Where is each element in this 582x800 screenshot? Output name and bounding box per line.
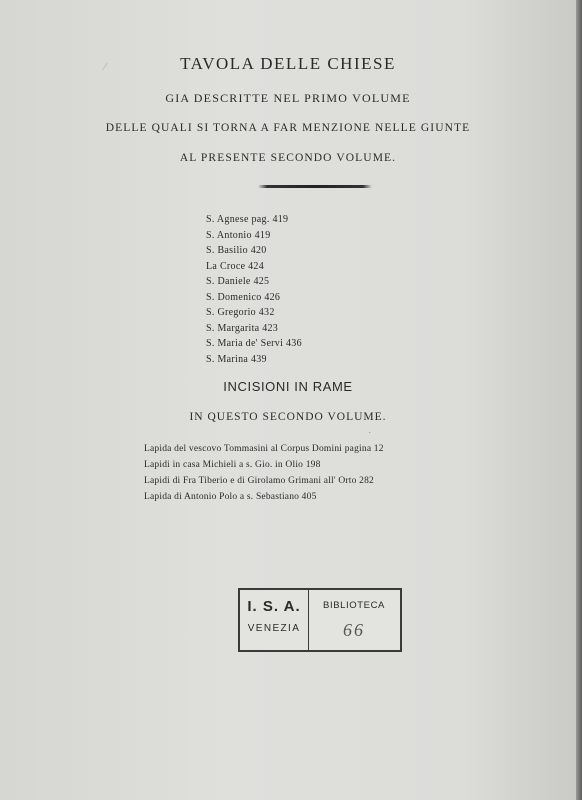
list-item: S. Antonio 419 [206,229,271,241]
list-item: S. Daniele 425 [206,276,270,287]
stamp-number: 66 [343,620,365,640]
list-item: S. Basilio 420 [206,245,267,256]
list-item: S. Agnese pag. 419 [206,214,289,225]
pencil-mark: ⁄ [104,62,106,73]
list-item: Lapidi di Fra Tiberio e di Girolamo Grimani all' Orto 282 [144,476,375,486]
list-item: S. Margarita 423 [206,322,279,334]
stamp-left-panel [240,590,309,650]
engravings-title: INCISIONI IN RAME [223,379,353,394]
list-item: S. Domenico 426 [206,291,281,303]
page-edge-shadow [576,0,582,800]
list-item: Lapidi in casa Michieli a s. Gio. in Olio 198 [144,460,321,470]
list-item: S. Gregorio 432 [206,307,275,318]
decorative-rule [258,185,372,188]
stamp-biblioteca: BIBLIOTECA [323,600,385,611]
page-title: TAVOLA DELLE CHIESE [180,54,396,73]
list-item: La Croce 424 [206,260,265,272]
page-subtitle-3: AL PRESENTE SECONDO VOLUME. [179,152,397,164]
stamp-isa: I. S. A. [247,598,301,615]
library-stamp [238,588,402,652]
engravings-subtitle: IN QUESTO SECONDO VOLUME. [189,411,387,423]
church-list [206,212,302,367]
list-item: S. Marina 439 [206,353,267,365]
list-item: S. Maria de' Servi 436 [206,338,302,349]
engravings-list [144,441,384,505]
page-subtitle-1: GIA DESCRITTE NEL PRIMO VOLUME [165,91,411,105]
list-item: Lapida del vescovo Tommasini al Corpus Domini pagina 12 [144,444,384,454]
list-item: Lapida di Antonio Polo a s. Sebastiano 405 [144,492,317,502]
page-subtitle-2: DELLE QUALI SI TORNA A FAR MENZIONE NELLE GIUNTE [105,122,471,134]
ink-speck: · [368,428,372,439]
stamp-venezia: VENEZIA [247,623,301,634]
